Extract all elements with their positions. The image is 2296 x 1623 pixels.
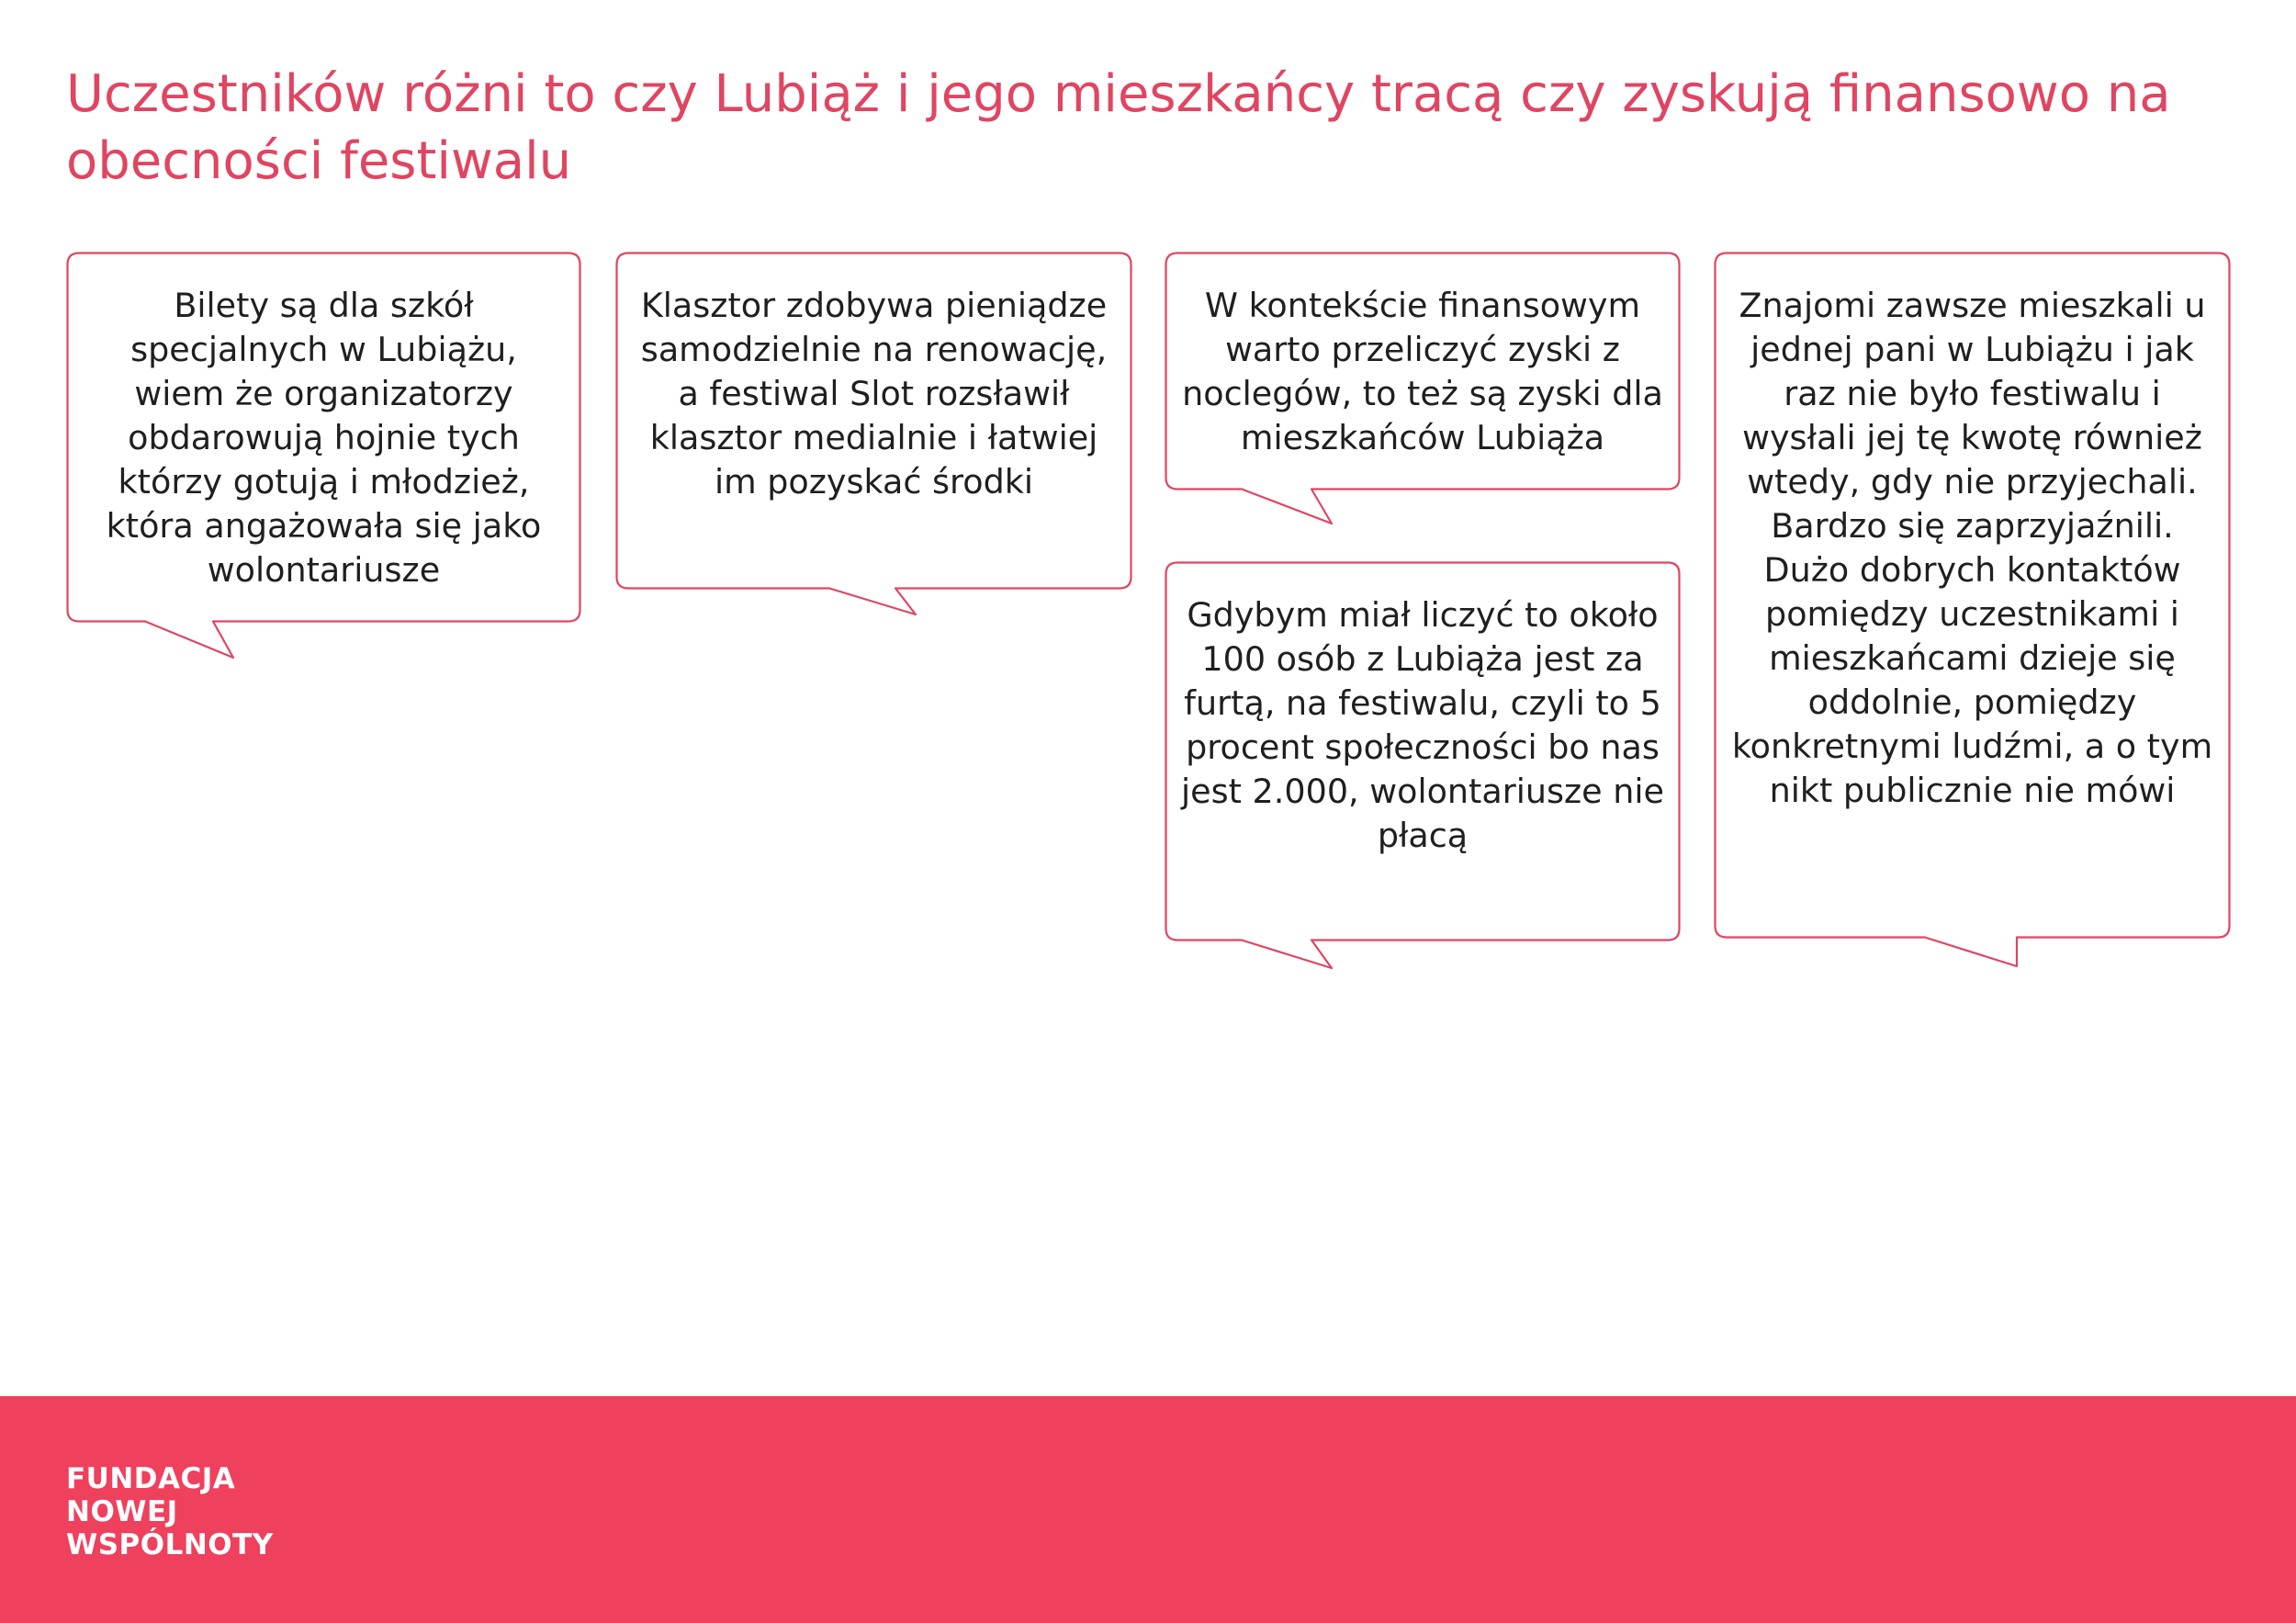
quote-bubble-3 bbox=[1165, 252, 1681, 527]
quote-text: Klasztor zdobywa pieniądze samodzielnie na renowację, a festiwal Slot rozsławił klasztor medialnie i łatwiej im pozyskać środki bbox=[640, 286, 1108, 502]
quote-text: Bilety są dla szkół specjalnych w Lubiążu, wiem że organizatorzy obdarowują hojnie tych którzy gotują i młodzież, która angażowała się jako wolontariusze bbox=[106, 286, 542, 590]
logo-line: NOWEJ bbox=[66, 1495, 178, 1528]
quote-bubble-1 bbox=[66, 252, 581, 660]
quote-bubble-5 bbox=[1714, 252, 2231, 968]
page-title: Uczestników różni to czy Lubiąż i jego mieszkańcy tracą czy zyskują finansowo na obecności festiwalu bbox=[66, 64, 2171, 191]
logo-line: FUNDACJA bbox=[66, 1462, 236, 1495]
quote-bubble-4 bbox=[1165, 561, 1681, 972]
footer-band bbox=[0, 1396, 2296, 1623]
foundation-logo bbox=[66, 1462, 274, 1561]
quote-text: Gdybym miał liczyć to około 100 osób z Lubiąża jest za furtą, na festiwalu, czyli to 5 procent społeczności bo nas jest 2.000, wolontariusze nie płacą bbox=[1181, 595, 1664, 855]
logo-line: WSPÓLNOTY bbox=[66, 1528, 274, 1561]
quote-text: W kontekście finansowym warto przeliczyć zyski z noclegów, to też są zyski dla mieszkańców Lubiąża bbox=[1182, 286, 1663, 457]
quote-text: Znajomi zawsze mieszkali u jednej pani w Lubiążu i jak raz nie było festiwalu i wysłali jej tę kwotę również wtedy, gdy nie przyjechali. Bardzo się zaprzyjaźnili. Dużo dobrych kontaktów pomiędzy uczestnikami i mieszkańcami dzieje się oddolnie, pomiędzy konkretnymi ludźmi, a o tym nikt publicznie nie mówi bbox=[1731, 286, 2213, 810]
quote-bubble-2 bbox=[615, 252, 1132, 619]
